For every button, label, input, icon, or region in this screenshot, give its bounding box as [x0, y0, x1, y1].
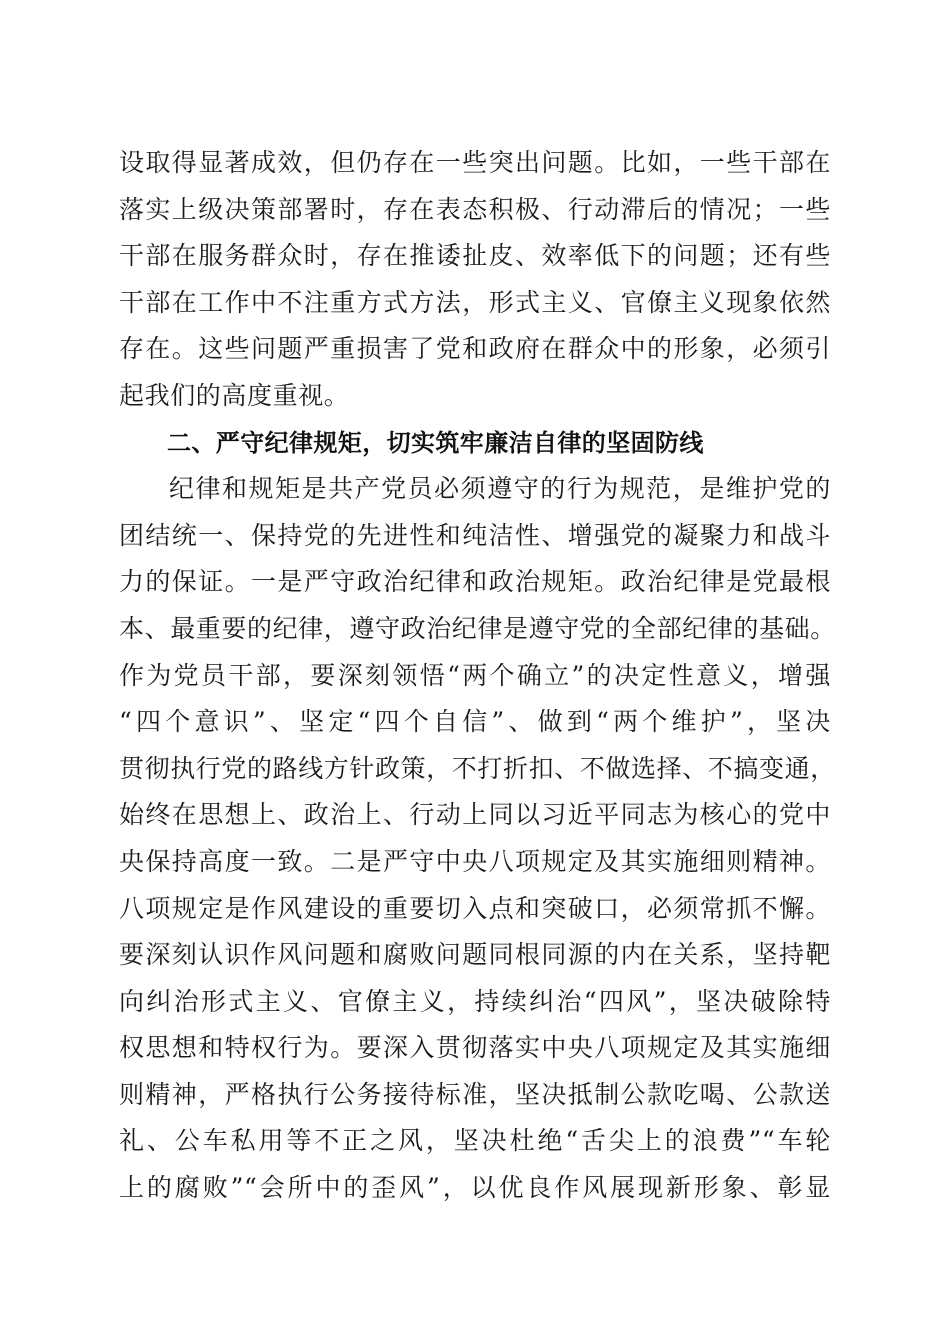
text-line: 落实上级决策部署时，存在表态积极、行动滞后的情况；一些: [119, 194, 831, 224]
text-line: 设取得显著成效，但仍存在一些突出问题。比如，一些干部在: [119, 148, 831, 177]
text-line: 礼、公车私用等不正之风，坚决杜绝“舌尖上的浪费”“车轮: [119, 1126, 831, 1156]
text-line: 作为党员干部，要深刻领悟“两个确立”的决定性意义，增强: [119, 660, 831, 690]
text-line: 上的腐败”“会所中的歪风”，以优良作风展现新形象、彰显: [119, 1173, 831, 1203]
text-line: 要深刻认识作风问题和腐败问题同根同源的内在关系，坚持靶: [119, 940, 831, 970]
text-line: 本、最重要的纪律，遵守政治纪律是遵守党的全部纪律的基础。: [119, 613, 836, 643]
text-line: 干部在服务群众时，存在推诿扯皮、效率低下的问题；还有些: [119, 241, 831, 271]
text-line: 央保持高度一致。二是严守中央八项规定及其实施细则精神。: [119, 846, 831, 876]
text-line: 权思想和特权行为。要深入贯彻落实中央八项规定及其实施细: [119, 1033, 831, 1063]
text-line: 力的保证。一是严守政治纪律和政治规矩。政治纪律是党最根: [119, 567, 831, 597]
section-heading: 二、严守纪律规矩，切实筑牢廉洁自律的坚固防线: [167, 428, 704, 457]
document-body: [119, 140, 836, 1212]
text-line: 始终在思想上、政治上、行动上同以习近平同志为核心的党中: [119, 800, 831, 830]
text-line: 干部在工作中不注重方式方法，形式主义、官僚主义现象依然: [119, 287, 831, 317]
text-line: 向纠治形式主义、官僚主义，持续纠治“四风”，坚决破除特: [119, 986, 831, 1016]
text-line: 则精神，严格执行公务接待标准，坚决抵制公款吃喝、公款送: [119, 1079, 831, 1109]
text-line: 存在。这些问题严重损害了党和政府在群众中的形象，必须引: [119, 334, 831, 364]
text-line: 八项规定是作风建设的重要切入点和突破口，必须常抓不懈。: [119, 893, 831, 923]
text-line: 纪律和规矩是共产党员必须遵守的行为规范，是维护党的: [169, 474, 831, 504]
text-line: 团结统一、保持党的先进性和纯洁性、增强党的凝聚力和战斗: [119, 520, 831, 550]
text-line: 起我们的高度重视。: [119, 380, 350, 410]
text-line: “四个意识”、坚定“四个自信”、做到“两个维护”，坚决: [119, 707, 831, 737]
text-line: 贯彻执行党的路线方针政策，不打折扣、不做选择、不搞变通，: [119, 753, 836, 783]
